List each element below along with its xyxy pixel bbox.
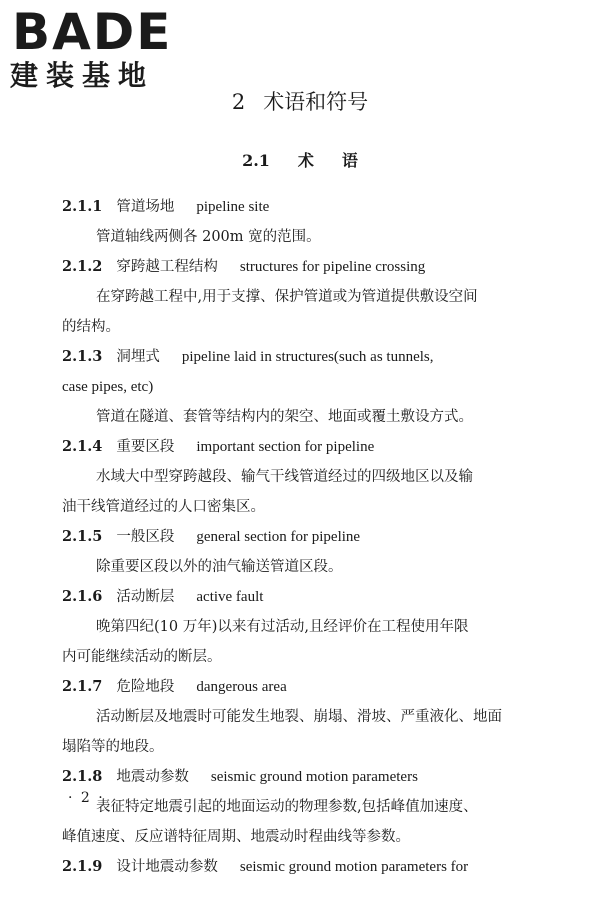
term-entry-heading [62,852,540,882]
term-definition-line: 塌陷等的地段。 [62,739,164,755]
logo-wordmark: BADE [12,3,173,61]
term-definition-line: 的结构。 [62,319,120,335]
term-english-name: dangerous area [196,679,287,695]
term-english-name: active fault [196,589,264,605]
section-title-part-2: 语 [341,151,358,170]
term-english-name: important section for pipeline [196,439,375,455]
term-definition-line: 管道在隧道、套管等结构内的架空、地面或覆土敷设方式。 [96,409,473,425]
section-title-part-1: 术 [297,151,314,170]
term-entry-heading [62,522,540,552]
term-chinese-name: 地震动参数 [116,769,189,785]
term-chinese-name: 重要区段 [116,439,175,455]
term-chinese-name: 洞埋式 [116,349,160,365]
term-english-name: seismic ground motion parameters for [239,859,469,875]
term-entry-heading [62,672,540,702]
term-chinese-name: 活动断层 [116,589,175,605]
term-english-name: pipeline site [196,199,270,215]
term-definition-line: 除重要区段以外的油气输送管道区段。 [96,559,343,575]
term-chinese-name: 设计地震动参数 [116,859,218,875]
term-chinese-name: 穿跨越工程结构 [116,259,218,275]
logo-chinese-text: 建装基地 [10,59,155,92]
term-code: 2.1.1 [62,198,103,215]
chapter-heading [0,88,600,116]
terms-list [62,192,540,882]
term-chinese-name: 危险地段 [116,679,175,695]
page-number: · 2 · [68,790,105,806]
term-code: 2.1.4 [62,438,103,455]
chapter-title: 术语和符号 [263,90,369,114]
term-english-name: seismic ground motion parameters [210,769,418,785]
term-definition-line: 表征特定地震引起的地面运动的物理参数,包括峰值加速度、 [96,799,478,815]
term-english-name-continued: case pipes, etc) [62,379,154,395]
bade-logo [8,4,178,96]
term-code: 2.1.3 [62,348,103,365]
term-english-name: structures for pipeline crossing [239,259,426,275]
term-definition-line: 水域大中型穿跨越段、输气干线管道经过的四级地区以及输 [96,469,473,485]
section-number: 2.1 [242,151,270,170]
term-definition-line: 活动断层及地震时可能发生地裂、崩塌、滑坡、严重液化、地面 [96,709,502,725]
term-code: 2.1.7 [62,678,103,695]
term-chinese-name: 一般区段 [116,529,175,545]
term-definition-line: 管道轴线两侧各 200m 宽的范围。 [96,229,321,245]
chapter-number: 2 [231,90,246,114]
term-definition-line: 在穿跨越工程中,用于支撑、保护管道或为管道提供敷设空间 [96,289,478,305]
term-code: 2.1.2 [62,258,103,275]
term-definition-line: 油干线管道经过的人口密集区。 [62,499,265,515]
term-code: 2.1.6 [62,588,103,605]
term-english-name: general section for pipeline [196,529,361,545]
term-entry-heading [62,432,540,462]
term-code: 2.1.9 [62,858,103,875]
term-definition-line: 晚第四纪(10 万年)以来有过活动,且经评价在工程使用年限 [96,619,469,635]
term-entry-heading [62,252,540,282]
section-heading [0,150,600,172]
term-code: 2.1.5 [62,528,103,545]
term-entry-heading [62,192,540,222]
term-english-name: pipeline laid in structures(such as tunnels, [181,349,434,365]
term-chinese-name: 管道场地 [116,199,175,215]
term-definition-line: 峰值速度、反应谱特征周期、地震动时程曲线等参数。 [62,829,410,845]
term-entry-heading [62,342,540,372]
term-entry-heading [62,582,540,612]
term-entry-heading [62,762,540,792]
term-code: 2.1.8 [62,768,103,785]
term-definition-line: 内可能继续活动的断层。 [62,649,222,665]
